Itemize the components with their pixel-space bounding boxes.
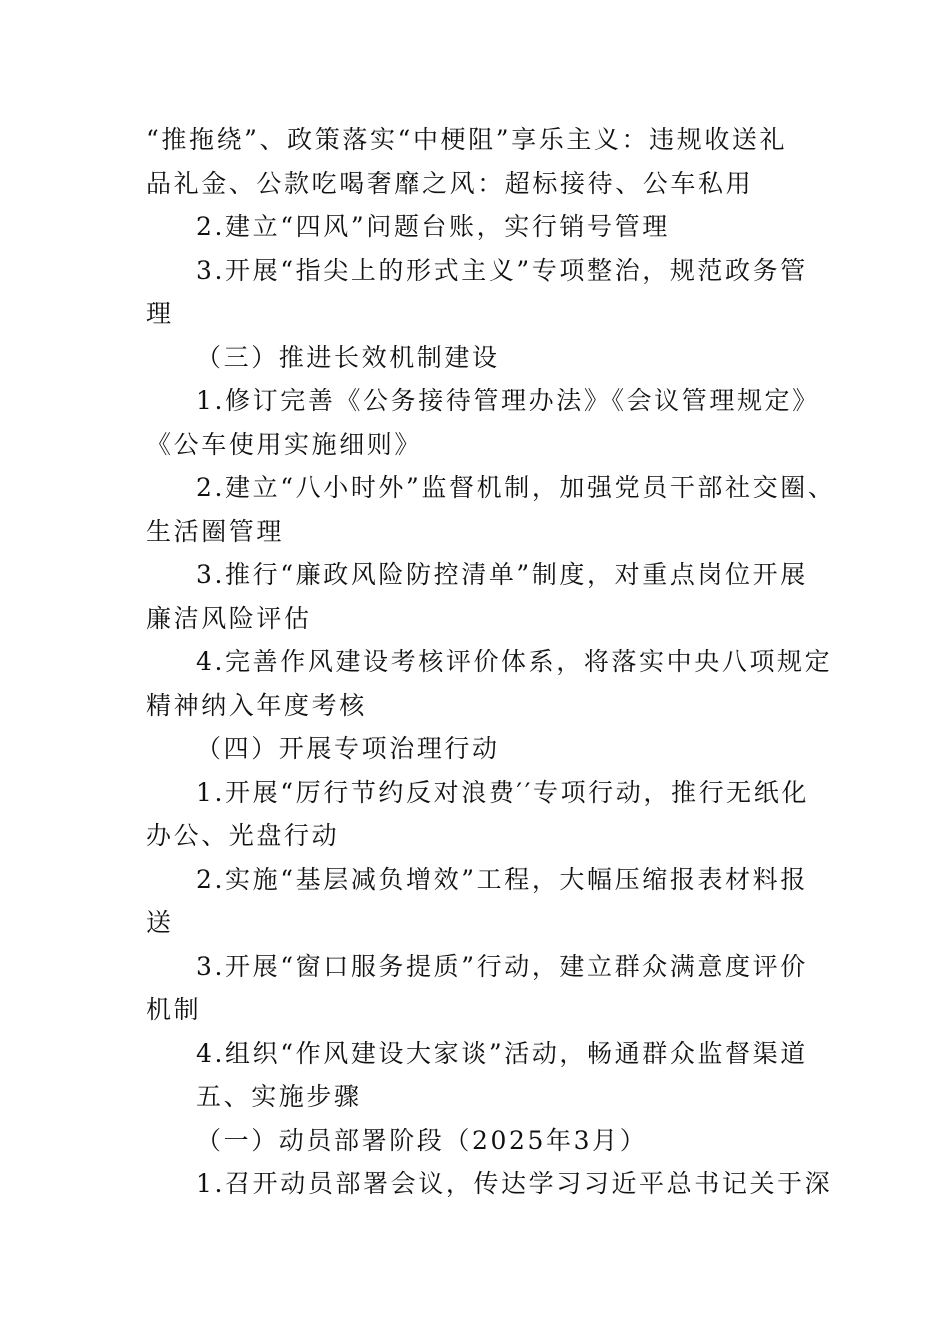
list-item: 3.开展“窗口服务提质”行动，建立群众满意度评价 xyxy=(196,951,808,981)
text-line: 办公、光盘行动 xyxy=(146,821,340,850)
list-item: 1.修订完善《公务接待管理办法》《会议管理规定》 xyxy=(196,386,820,415)
list-item: 4.组织“作风建设大家谈”活动，畅通群众监督渠道 xyxy=(196,1038,808,1068)
list-item: 3.开展“指尖上的形式主义”专项整治，规范政务管 xyxy=(196,255,808,285)
section-heading: （一）动员部署阶段（2025年3月） xyxy=(196,1125,648,1155)
text-line: 理 xyxy=(146,299,174,328)
text-line: “推拖绕”、政策落实“中梗阻”享乐主义：违规收送礼 xyxy=(146,125,788,154)
text-line: 机制 xyxy=(146,995,202,1024)
section-heading: （四）开展专项治理行动 xyxy=(196,734,500,763)
section-heading: （三）推进长效机制建设 xyxy=(196,342,500,372)
list-item: 2.建立“八小时外”监督机制，加强党员干部社交圈、 xyxy=(196,473,836,502)
text-line: 精神纳入年度考核 xyxy=(146,690,367,720)
list-item: 2.建立“四风”问题台账，实行销号管理 xyxy=(196,212,670,241)
text-line: 廉洁风险评估 xyxy=(146,603,312,633)
list-item: 3.推行“廉政风险防控清单”制度，对重点岗位开展 xyxy=(196,560,808,589)
list-item: 4.完善作风建设考核评价体系，将落实中央八项规定 xyxy=(196,647,833,676)
document-body xyxy=(146,118,836,1206)
text-line: 《公车使用实施细则》 xyxy=(146,429,423,459)
list-item: 1.开展“厉行节约反对浪费′′专项行动，推行无纸化 xyxy=(196,777,809,807)
text-line: 生活圈管理 xyxy=(146,516,285,546)
text-line: 品礼金、公款吃喝奢靡之风：超标接待、公车私用 xyxy=(146,168,754,198)
list-item: 2.实施“基层减负增效”工程，大幅压缩报表材料报 xyxy=(196,864,808,894)
text-line: 送 xyxy=(146,908,174,937)
list-item: 1.召开动员部署会议，传达学习习近平总书记关于深 xyxy=(196,1169,833,1198)
chapter-heading: 五、实施步骤 xyxy=(196,1082,362,1111)
